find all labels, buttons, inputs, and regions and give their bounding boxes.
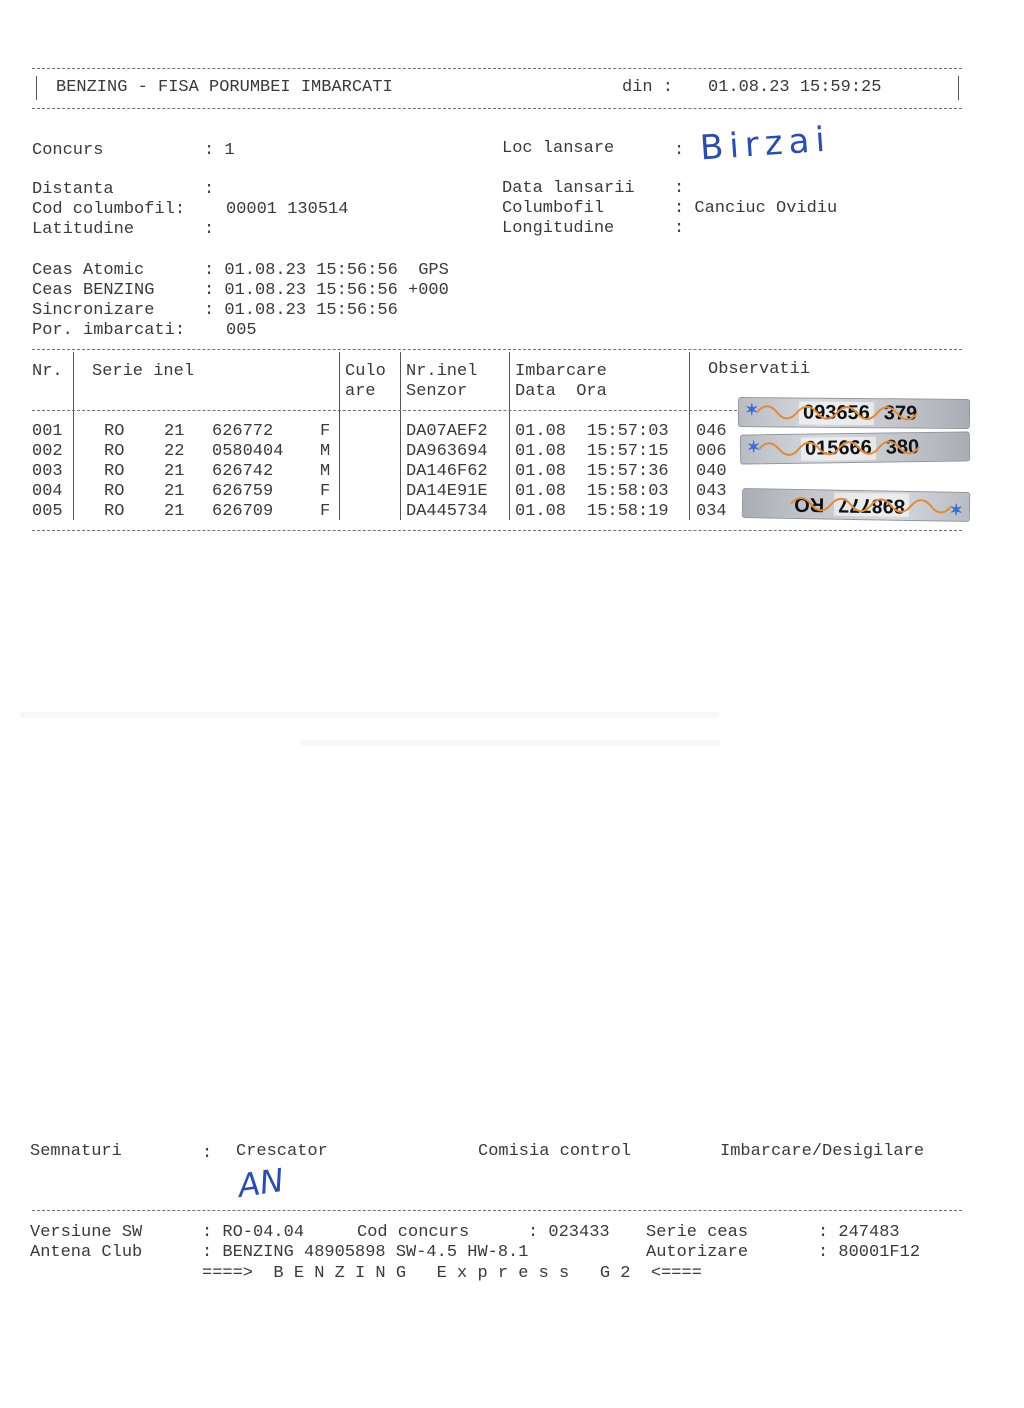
header-data-ora: Data Ora <box>515 382 607 401</box>
ceas-benzing-label: Ceas BENZING <box>32 281 155 300</box>
stamp-pattern-icon <box>759 433 929 463</box>
row-time: 15:58:03 <box>587 482 669 501</box>
row-nr: 003 <box>32 462 63 481</box>
cod-columbofil-value: 00001 130514 <box>226 200 349 219</box>
sincronizare-value: : 01.08.23 15:56:56 <box>204 301 398 320</box>
row-country: RO <box>104 482 125 501</box>
longitudine-label: Longitudine <box>502 219 615 238</box>
row-ring: 626772 <box>212 422 274 441</box>
row-time: 15:57:15 <box>587 442 669 461</box>
stamp-code: 015666 <box>801 436 876 460</box>
columbofil-label: Columbofil <box>502 199 605 218</box>
stamp-code: 898777 <box>834 493 909 517</box>
ring-stamp <box>738 397 970 429</box>
printed-at-value: 01.08.23 15:59:25 <box>708 78 882 97</box>
row-time: 15:57:36 <box>587 462 669 481</box>
antena-label: Antena Club <box>30 1243 143 1262</box>
scan-smudge <box>20 712 720 718</box>
col-sep-2 <box>339 352 340 520</box>
header-observatii: Observatii <box>708 360 811 379</box>
serie-ceas-value: : 247483 <box>818 1223 900 1242</box>
row-country: RO <box>104 442 125 461</box>
ring-stamp <box>740 431 970 464</box>
row-observatii: 034 <box>696 502 727 521</box>
crescator-signature: AN <box>235 1160 287 1206</box>
printed-at-label: din : <box>622 78 674 97</box>
row-ring: 626759 <box>212 482 274 501</box>
scan-smudge <box>300 740 720 746</box>
col-sep-3 <box>400 352 401 520</box>
header-serie-inel: Serie inel <box>92 362 195 381</box>
semnaturi-colon: : <box>202 1144 213 1163</box>
distanta-value: : <box>204 180 215 199</box>
autorizare-label: Autorizare <box>646 1243 749 1262</box>
stamp-mark-icon: ✶ <box>949 499 964 517</box>
col-sep-4 <box>509 352 510 520</box>
loc-lansare-colon: : <box>674 141 685 160</box>
row-country: RO <box>104 502 125 521</box>
row-date: 01.08 <box>515 502 567 521</box>
row-year: 21 <box>164 462 185 481</box>
stamp-code: 093656 <box>799 401 874 425</box>
loc-lansare-label: Loc lansare <box>502 139 615 158</box>
row-observatii: 043 <box>696 482 727 501</box>
header-imbarcare: Imbarcare <box>515 362 607 381</box>
stamp-mark-icon: ✶ <box>746 439 761 457</box>
concurs-label: Concurs <box>32 141 104 160</box>
stamp-pattern-icon <box>757 398 927 427</box>
longitudine-value: : <box>674 219 685 238</box>
comisia-control-label: Comisia control <box>478 1142 632 1161</box>
por-imbarcati-value: 005 <box>226 321 257 340</box>
row-date: 01.08 <box>515 422 567 441</box>
row-ring: 0580404 <box>212 442 284 461</box>
imbarcare-desigilare-label: Imbarcare/Desigilare <box>720 1142 925 1161</box>
table-top-rule <box>32 349 962 350</box>
por-imbarcati-label: Por. imbarcati: <box>32 321 186 340</box>
row-sensor: DA445734 <box>406 502 488 521</box>
footer-top-rule <box>32 1210 962 1211</box>
row-time: 15:57:03 <box>587 422 669 441</box>
header-right-border <box>958 76 959 100</box>
distanta-label: Distanta <box>32 180 114 199</box>
stamp-mark-icon: ✶ <box>744 402 759 420</box>
semnaturi-label: Semnaturi <box>30 1142 122 1161</box>
header-nr-inel: Nr.inel <box>406 362 478 381</box>
row-date: 01.08 <box>515 442 567 461</box>
cod-concurs-label: Cod concurs <box>357 1223 470 1242</box>
document-title: BENZING - FISA PORUMBEI IMBARCATI <box>56 78 393 97</box>
row-year: 22 <box>164 442 185 461</box>
row-observatii: 046 <box>696 422 727 441</box>
ceas-atomic-value: : 01.08.23 15:56:56 GPS <box>204 261 449 280</box>
row-sensor: DA963694 <box>406 442 488 461</box>
header-bottom-rule <box>32 108 962 109</box>
row-sex: M <box>320 442 331 461</box>
data-lansarii-value: : <box>674 179 685 198</box>
row-sex: F <box>320 482 331 501</box>
row-nr: 001 <box>32 422 63 441</box>
row-nr: 004 <box>32 482 63 501</box>
row-time: 15:58:19 <box>587 502 669 521</box>
latitudine-value: : <box>204 220 215 239</box>
col-sep-5 <box>689 352 690 520</box>
table-bottom-rule <box>32 530 962 531</box>
sincronizare-label: Sincronizare <box>32 301 155 320</box>
row-date: 01.08 <box>515 462 567 481</box>
row-observatii: 040 <box>696 462 727 481</box>
header-left-border <box>36 76 37 100</box>
row-ring: 626742 <box>212 462 274 481</box>
ceas-atomic-label: Ceas Atomic <box>32 261 145 280</box>
row-year: 21 <box>164 482 185 501</box>
ring-stamp <box>742 488 970 522</box>
header-senzor: Senzor <box>406 382 468 401</box>
latitudine-label: Latitudine <box>32 220 135 239</box>
header-top-rule <box>32 68 962 69</box>
stamp-pattern-icon <box>781 490 951 521</box>
concurs-value: : 1 <box>204 141 235 160</box>
columbofil-value: : Canciuc Ovidiu <box>674 199 838 218</box>
crescator-label: Crescator <box>236 1142 328 1161</box>
cod-concurs-value: : 023433 <box>528 1223 610 1242</box>
row-sensor: DA07AEF2 <box>406 422 488 441</box>
row-nr: 002 <box>32 442 63 461</box>
row-year: 21 <box>164 422 185 441</box>
ceas-benzing-value: : 01.08.23 15:56:56 +000 <box>204 281 449 300</box>
autorizare-value: : 80001F12 <box>818 1243 921 1262</box>
row-sex: M <box>320 462 331 481</box>
cod-columbofil-label: Cod columbofil: <box>32 200 186 219</box>
serie-ceas-label: Serie ceas <box>646 1223 749 1242</box>
header-culoare-2: are <box>345 382 376 401</box>
row-observatii: 006 <box>696 442 727 461</box>
data-lansarii-label: Data lansarii <box>502 179 635 198</box>
antena-value: : BENZING 48905898 SW-4.5 HW-8.1 <box>202 1243 529 1262</box>
row-sensor: DA146F62 <box>406 462 488 481</box>
benzing-express-banner: ====> B E N Z I N G E x p r e s s G 2 <==== <box>202 1264 702 1283</box>
table-header-rule <box>32 410 737 411</box>
header-culoare-1: Culo <box>345 362 386 381</box>
stamp-suffix: 380 <box>885 435 920 459</box>
versiune-value: : RO-04.04 <box>202 1223 305 1242</box>
row-country: RO <box>104 422 125 441</box>
row-nr: 005 <box>32 502 63 521</box>
row-date: 01.08 <box>515 482 567 501</box>
versiune-label: Versiune SW <box>30 1223 143 1242</box>
row-year: 21 <box>164 502 185 521</box>
row-sex: F <box>320 502 331 521</box>
loc-lansare-handwritten: Birzai <box>698 119 833 169</box>
header-nr: Nr. <box>32 362 63 381</box>
stamp-suffix: 379 <box>883 401 918 425</box>
col-sep-1 <box>73 352 74 520</box>
row-sex: F <box>320 422 331 441</box>
row-ring: 626709 <box>212 502 274 521</box>
row-sensor: DA14E91E <box>406 482 488 501</box>
stamp-suffix: RO <box>794 493 825 516</box>
row-country: RO <box>104 462 125 481</box>
